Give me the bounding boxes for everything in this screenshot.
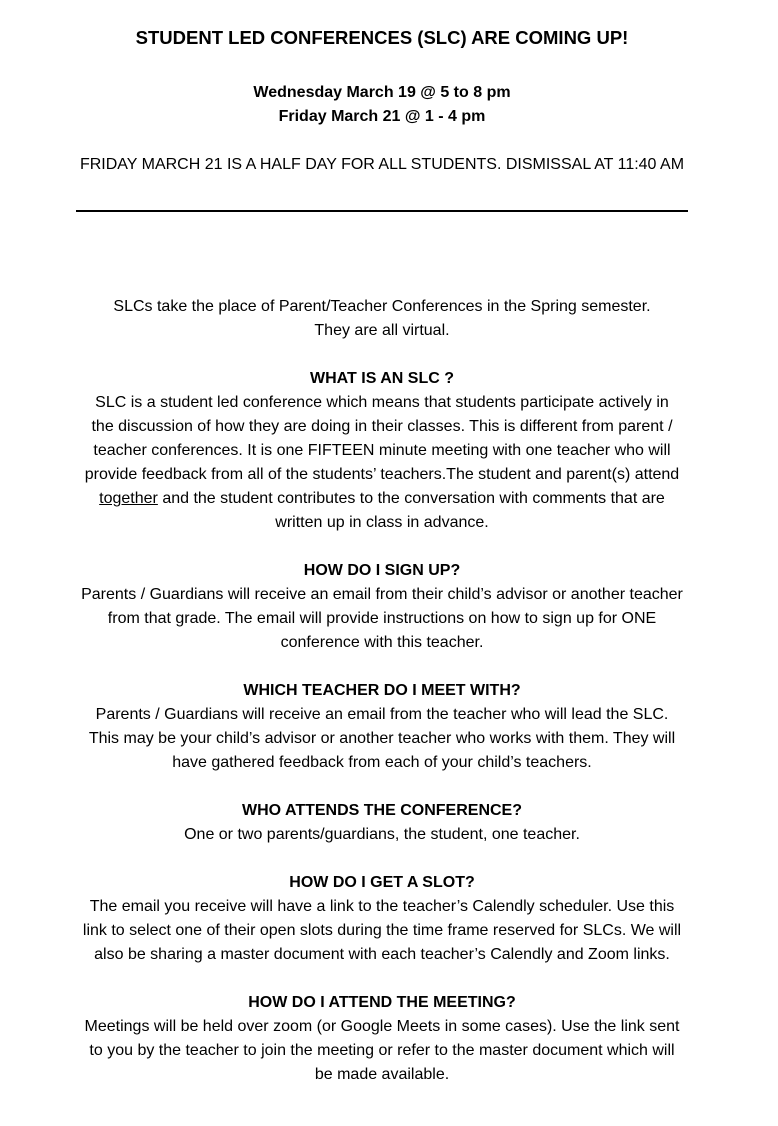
body-line: conference with this teacher. [280, 634, 484, 651]
page-title: STUDENT LED CONFERENCES (SLC) ARE COMING UP! [135, 27, 629, 48]
body-line: SLC is a student led conference which means that students participate actively in [95, 394, 669, 411]
body-line: have gathered feedback from each of your child’s teachers. [172, 754, 592, 771]
half-day-notice: FRIDAY MARCH 21 IS A HALF DAY FOR ALL STUDENTS. DISMISSAL AT 11:40 AM [79, 156, 685, 173]
body-line: teacher conferences. It is one FIFTEEN minute meeting with one teacher who will [93, 442, 671, 459]
section-get-slot [0, 871, 764, 967]
body-line-rest: and the student contributes to the conversation with comments that are [157, 490, 665, 507]
divider [76, 210, 688, 212]
body-line: This may be your child’s advisor or another teacher who works with them. They will [88, 730, 676, 747]
section-heading: HOW DO I ATTEND THE MEETING? [248, 994, 516, 1011]
section-who-attends [0, 799, 764, 847]
section-body [0, 391, 764, 535]
section-body [0, 1015, 764, 1087]
body-line: link to select one of their open slots during the time frame reserved for SLCs. We will [82, 922, 682, 939]
intro-line-1: SLCs take the place of Parent/Teacher Conferences in the Spring semester. [113, 298, 651, 315]
conference-dates [0, 81, 764, 129]
body-line: Meetings will be held over zoom (or Google Meets in some cases). Use the link sent [84, 1018, 680, 1035]
body-line: Parents / Guardians will receive an email from their child’s advisor or another teacher [81, 586, 683, 603]
section-sign-up [0, 559, 764, 655]
date-wednesday: Wednesday March 19 @ 5 to 8 pm [253, 84, 511, 101]
body-line: provide feedback from all of the students’ teachers.The student and parent(s) attend [84, 466, 680, 483]
section-body [0, 703, 764, 775]
section-heading: HOW DO I SIGN UP? [303, 562, 461, 579]
body-line: the discussion of how they are doing in their classes. This is different from parent / [91, 418, 673, 435]
body-line: be made available. [314, 1066, 450, 1083]
section-body [0, 895, 764, 967]
body-line [0, 487, 764, 511]
intro-line-2: They are all virtual. [314, 322, 450, 339]
section-body [0, 583, 764, 655]
body-line: written up in class in advance. [275, 514, 489, 531]
section-what-is-slc [0, 367, 764, 535]
section-heading: WHICH TEACHER DO I MEET WITH? [243, 682, 521, 699]
body-line: also be sharing a master document with each teacher’s Calendly and Zoom links. [94, 946, 670, 963]
date-friday: Friday March 21 @ 1 - 4 pm [278, 108, 486, 125]
section-attend-meeting [0, 991, 764, 1087]
section-which-teacher [0, 679, 764, 775]
section-heading: WHAT IS AN SLC ? [310, 370, 454, 387]
body-line: One or two parents/guardians, the student, one teacher. [184, 826, 580, 843]
intro-paragraph [0, 295, 764, 343]
together-underlined-text: together [99, 490, 158, 507]
section-heading: WHO ATTENDS THE CONFERENCE? [242, 802, 522, 819]
section-heading: HOW DO I GET A SLOT? [289, 874, 475, 891]
body-line: The email you receive will have a link to the teacher’s Calendly scheduler. Use this [89, 898, 675, 915]
body-line: Parents / Guardians will receive an email from the teacher who will lead the SLC. [95, 706, 669, 723]
body-line: to you by the teacher to join the meeting or refer to the master document which will [89, 1042, 675, 1059]
body-line: from that grade. The email will provide instructions on how to sign up for ONE [107, 610, 657, 627]
section-body [0, 823, 764, 847]
